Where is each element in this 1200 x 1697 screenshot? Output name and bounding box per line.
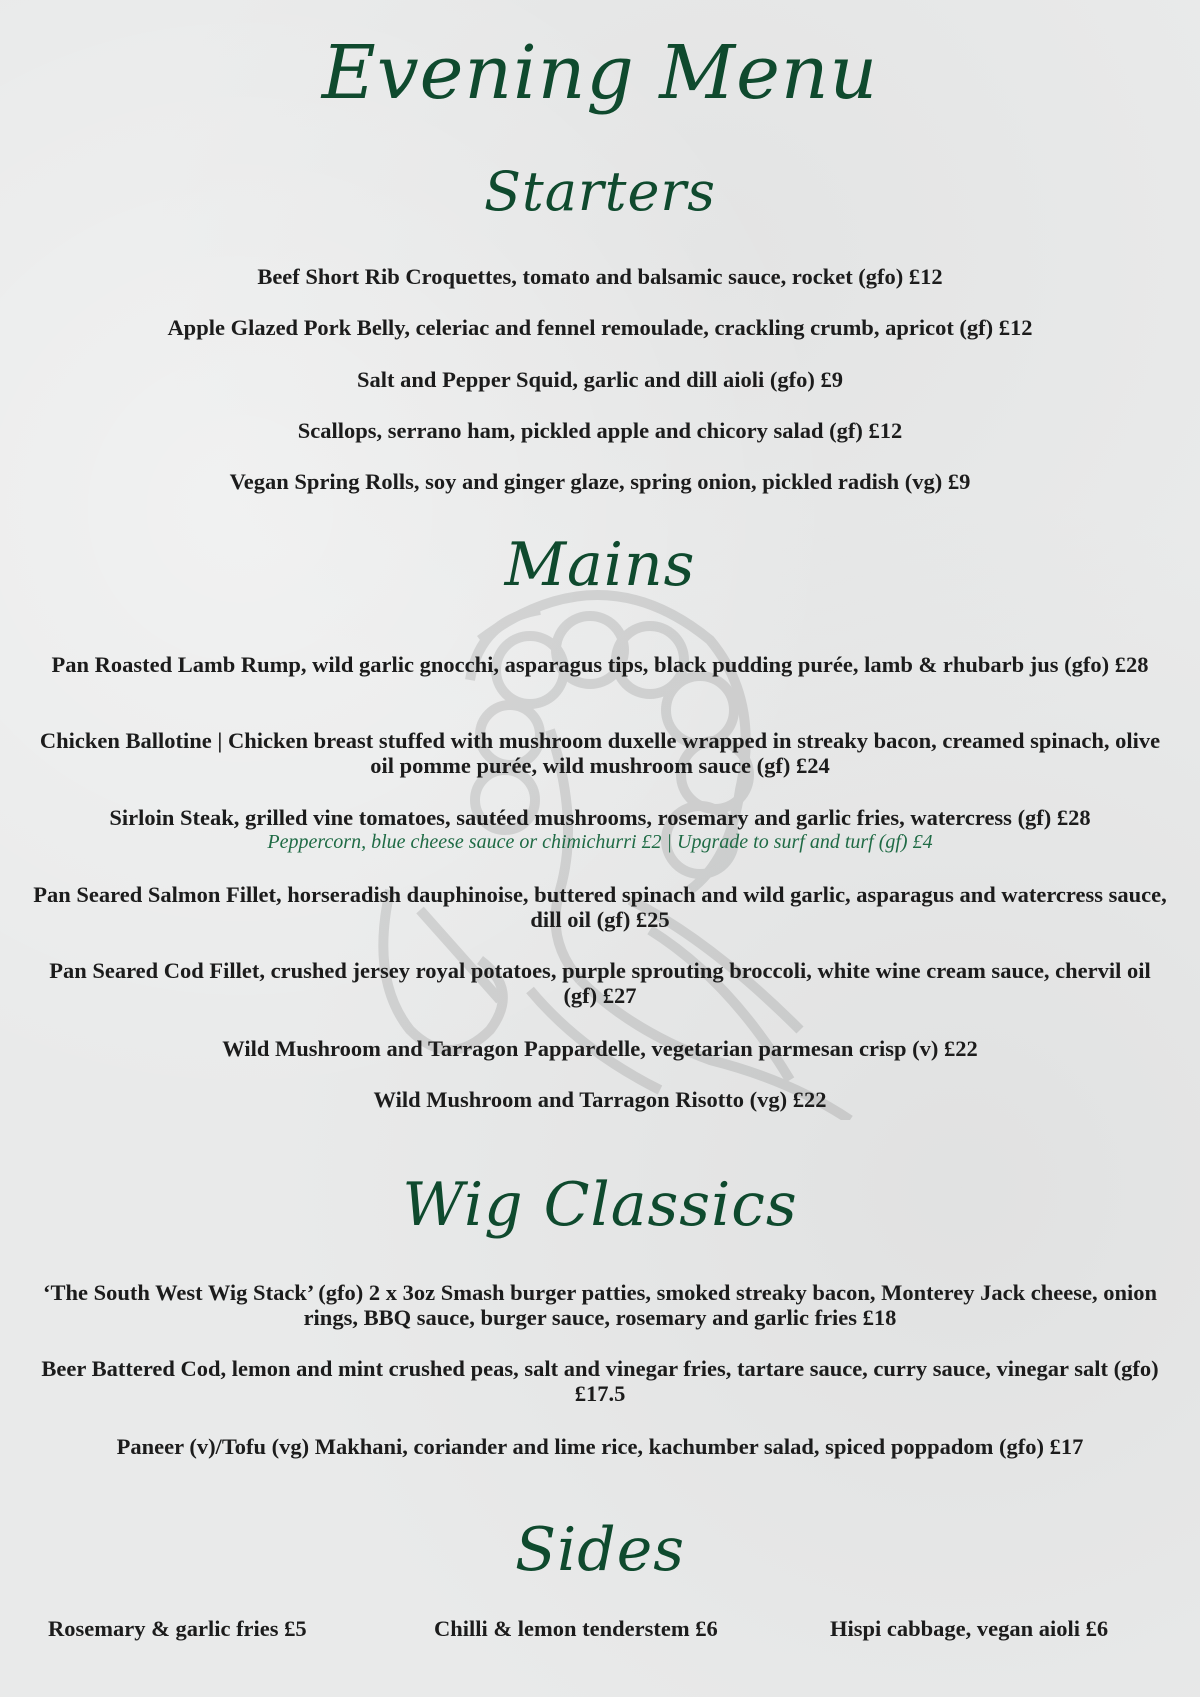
- side-item: Rosemary & garlic fries £5: [48, 1616, 307, 1641]
- starter-item: Scallops, serrano ham, pickled apple and chicory salad (gf) £12: [297, 418, 903, 443]
- main-item: Wild Mushroom and Tarragon Pappardelle, vegetarian parmesan crisp (v) £22: [222, 1036, 978, 1061]
- main-item: Wild Mushroom and Tarragon Risotto (vg) £22: [373, 1087, 827, 1112]
- wig-classic-item: Paneer (v)/Tofu (vg) Makhani, coriander and lime rice, kachumber salad, spiced poppadom (gfo) £17: [116, 1434, 1084, 1459]
- side-item: Chilli & lemon tenderstem £6: [434, 1616, 718, 1641]
- side-item: Hispi cabbage, vegan aioli £6: [830, 1616, 1109, 1641]
- mains-heading: Mains: [504, 530, 696, 600]
- main-item-sirloin: [20, 805, 1180, 855]
- starter-item: Beef Short Rib Croquettes, tomato and balsamic sauce, rocket (gfo) £12: [257, 264, 943, 289]
- main-item: Sirloin Steak, grilled vine tomatoes, sautéed mushrooms, rosemary and garlic fries, watercress (gf) £28: [109, 805, 1091, 830]
- sides-row: [0, 1616, 1200, 1646]
- main-item: Pan Seared Cod Fillet, crushed jersey royal potatoes, purple sprouting broccoli, white wine cream sauce, chervil oil (gf) £27: [49, 958, 1151, 1008]
- sides-heading: Sides: [515, 1515, 685, 1585]
- main-item: Pan Roasted Lamb Rump, wild garlic gnocchi, asparagus tips, black pudding purée, lamb & rhubarb jus (gfo) £28: [51, 652, 1149, 677]
- sirloin-extras-note: Peppercorn, blue cheese sauce or chimichurri £2 | Upgrade to surf and turf (gf) £4: [267, 831, 933, 853]
- wig-classic-item: Beer Battered Cod, lemon and mint crushed peas, salt and vinegar fries, tartare sauce, curry sauce, vinegar salt (gfo) £17.5: [41, 1356, 1159, 1406]
- starter-item: Apple Glazed Pork Belly, celeriac and fennel remoulade, crackling crumb, apricot (gf) £12: [167, 315, 1033, 340]
- starter-item: Salt and Pepper Squid, garlic and dill aioli (gfo) £9: [357, 367, 843, 392]
- wig-classic-item: ‘The South West Wig Stack’ (gfo) 2 x 3oz Smash burger patties, smoked streaky bacon, Monterey Jack cheese, onion rings, BBQ sauce, burger sauce, rosemary and garlic fries £18: [43, 1280, 1157, 1330]
- main-item: Pan Seared Salmon Fillet, horseradish dauphinoise, buttered spinach and wild garlic, asparagus and watercress sauce, dill oil (gf) £25: [33, 882, 1167, 932]
- starter-item: Vegan Spring Rolls, soy and ginger glaze, spring onion, pickled radish (vg) £9: [229, 469, 971, 494]
- wig-classics-heading: Wig Classics: [402, 1170, 798, 1240]
- starters-heading: Starters: [484, 160, 716, 223]
- page-title: Evening Menu: [321, 30, 879, 116]
- main-item: Chicken Ballotine | Chicken breast stuffed with mushroom duxelle wrapped in streaky bacon, creamed spinach, olive oil pomme purée, wild mushroom sauce (gf) £24: [39, 728, 1161, 778]
